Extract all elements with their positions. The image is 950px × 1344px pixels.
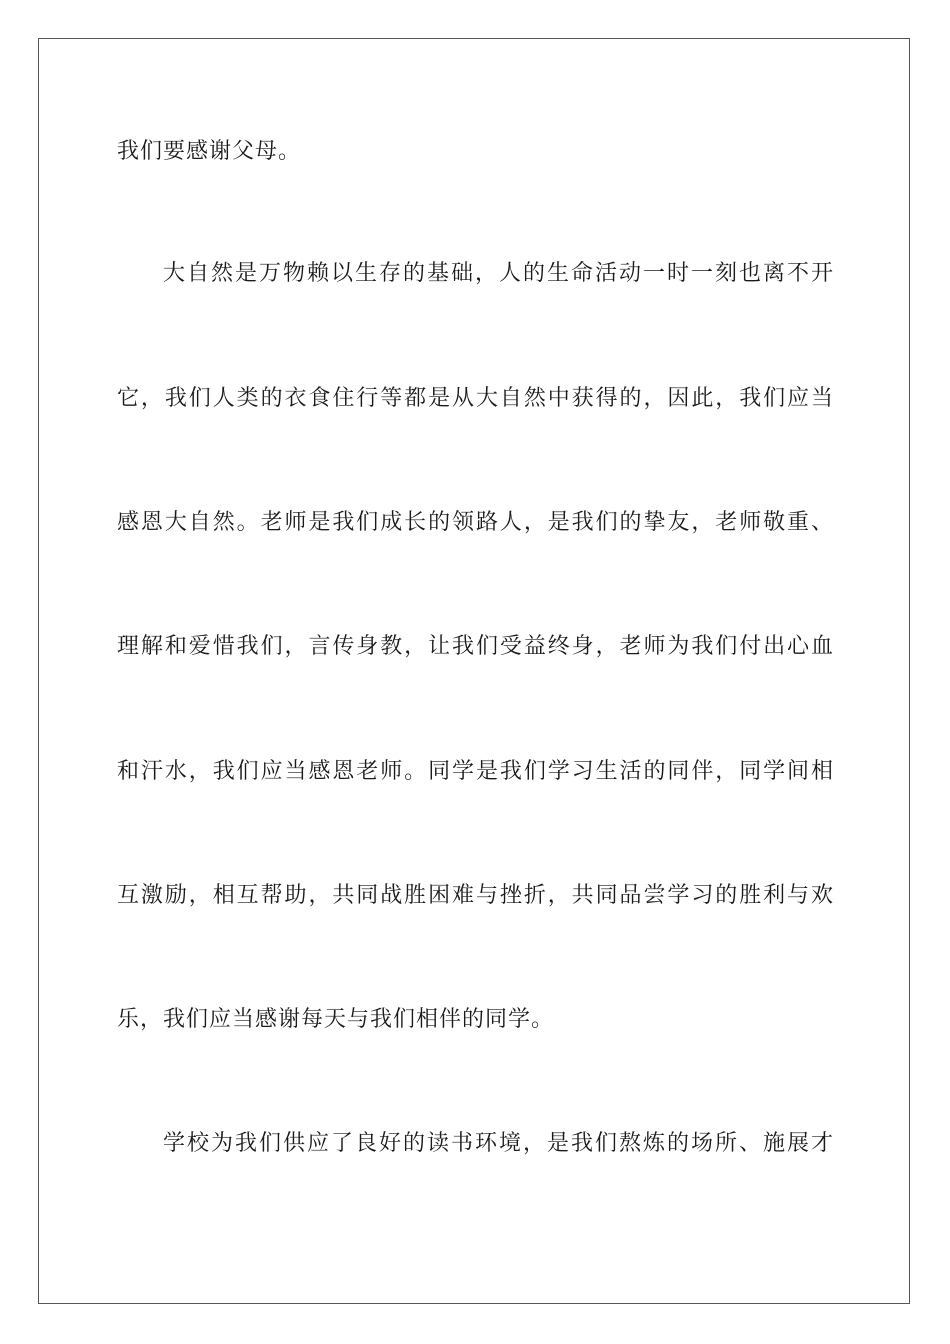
paragraph-line-1: 我们要感谢父母。 [117, 139, 302, 164]
paragraph-line-5: 理解和爱惜我们，言传身教，让我们受益终身，老师为我们付出心血 [117, 634, 833, 659]
paragraph-line-4: 感恩大自然。老师是我们成长的领路人，是我们的挚友，老师敬重、 [117, 510, 833, 535]
paragraph-line-7: 互激励，相互帮助，共同战胜困难与挫折，共同品尝学习的胜利与欢 [117, 883, 833, 908]
page-frame [38, 38, 910, 1304]
paragraph-line-9: 学校为我们供应了良好的读书环境，是我们熬炼的场所、施展才 [163, 1131, 833, 1156]
paragraph-line-8: 乐，我们应当感谢每天与我们相伴的同学。 [117, 1007, 555, 1032]
paragraph-line-2: 大自然是万物赖以生存的基础，人的生命活动一时一刻也离不开 [163, 261, 833, 286]
paragraph-line-6: 和汗水，我们应当感恩老师。同学是我们学习生活的同伴，同学间相 [117, 759, 833, 784]
paragraph-line-3: 它，我们人类的衣食住行等都是从大自然中获得的，因此，我们应当 [117, 386, 833, 411]
